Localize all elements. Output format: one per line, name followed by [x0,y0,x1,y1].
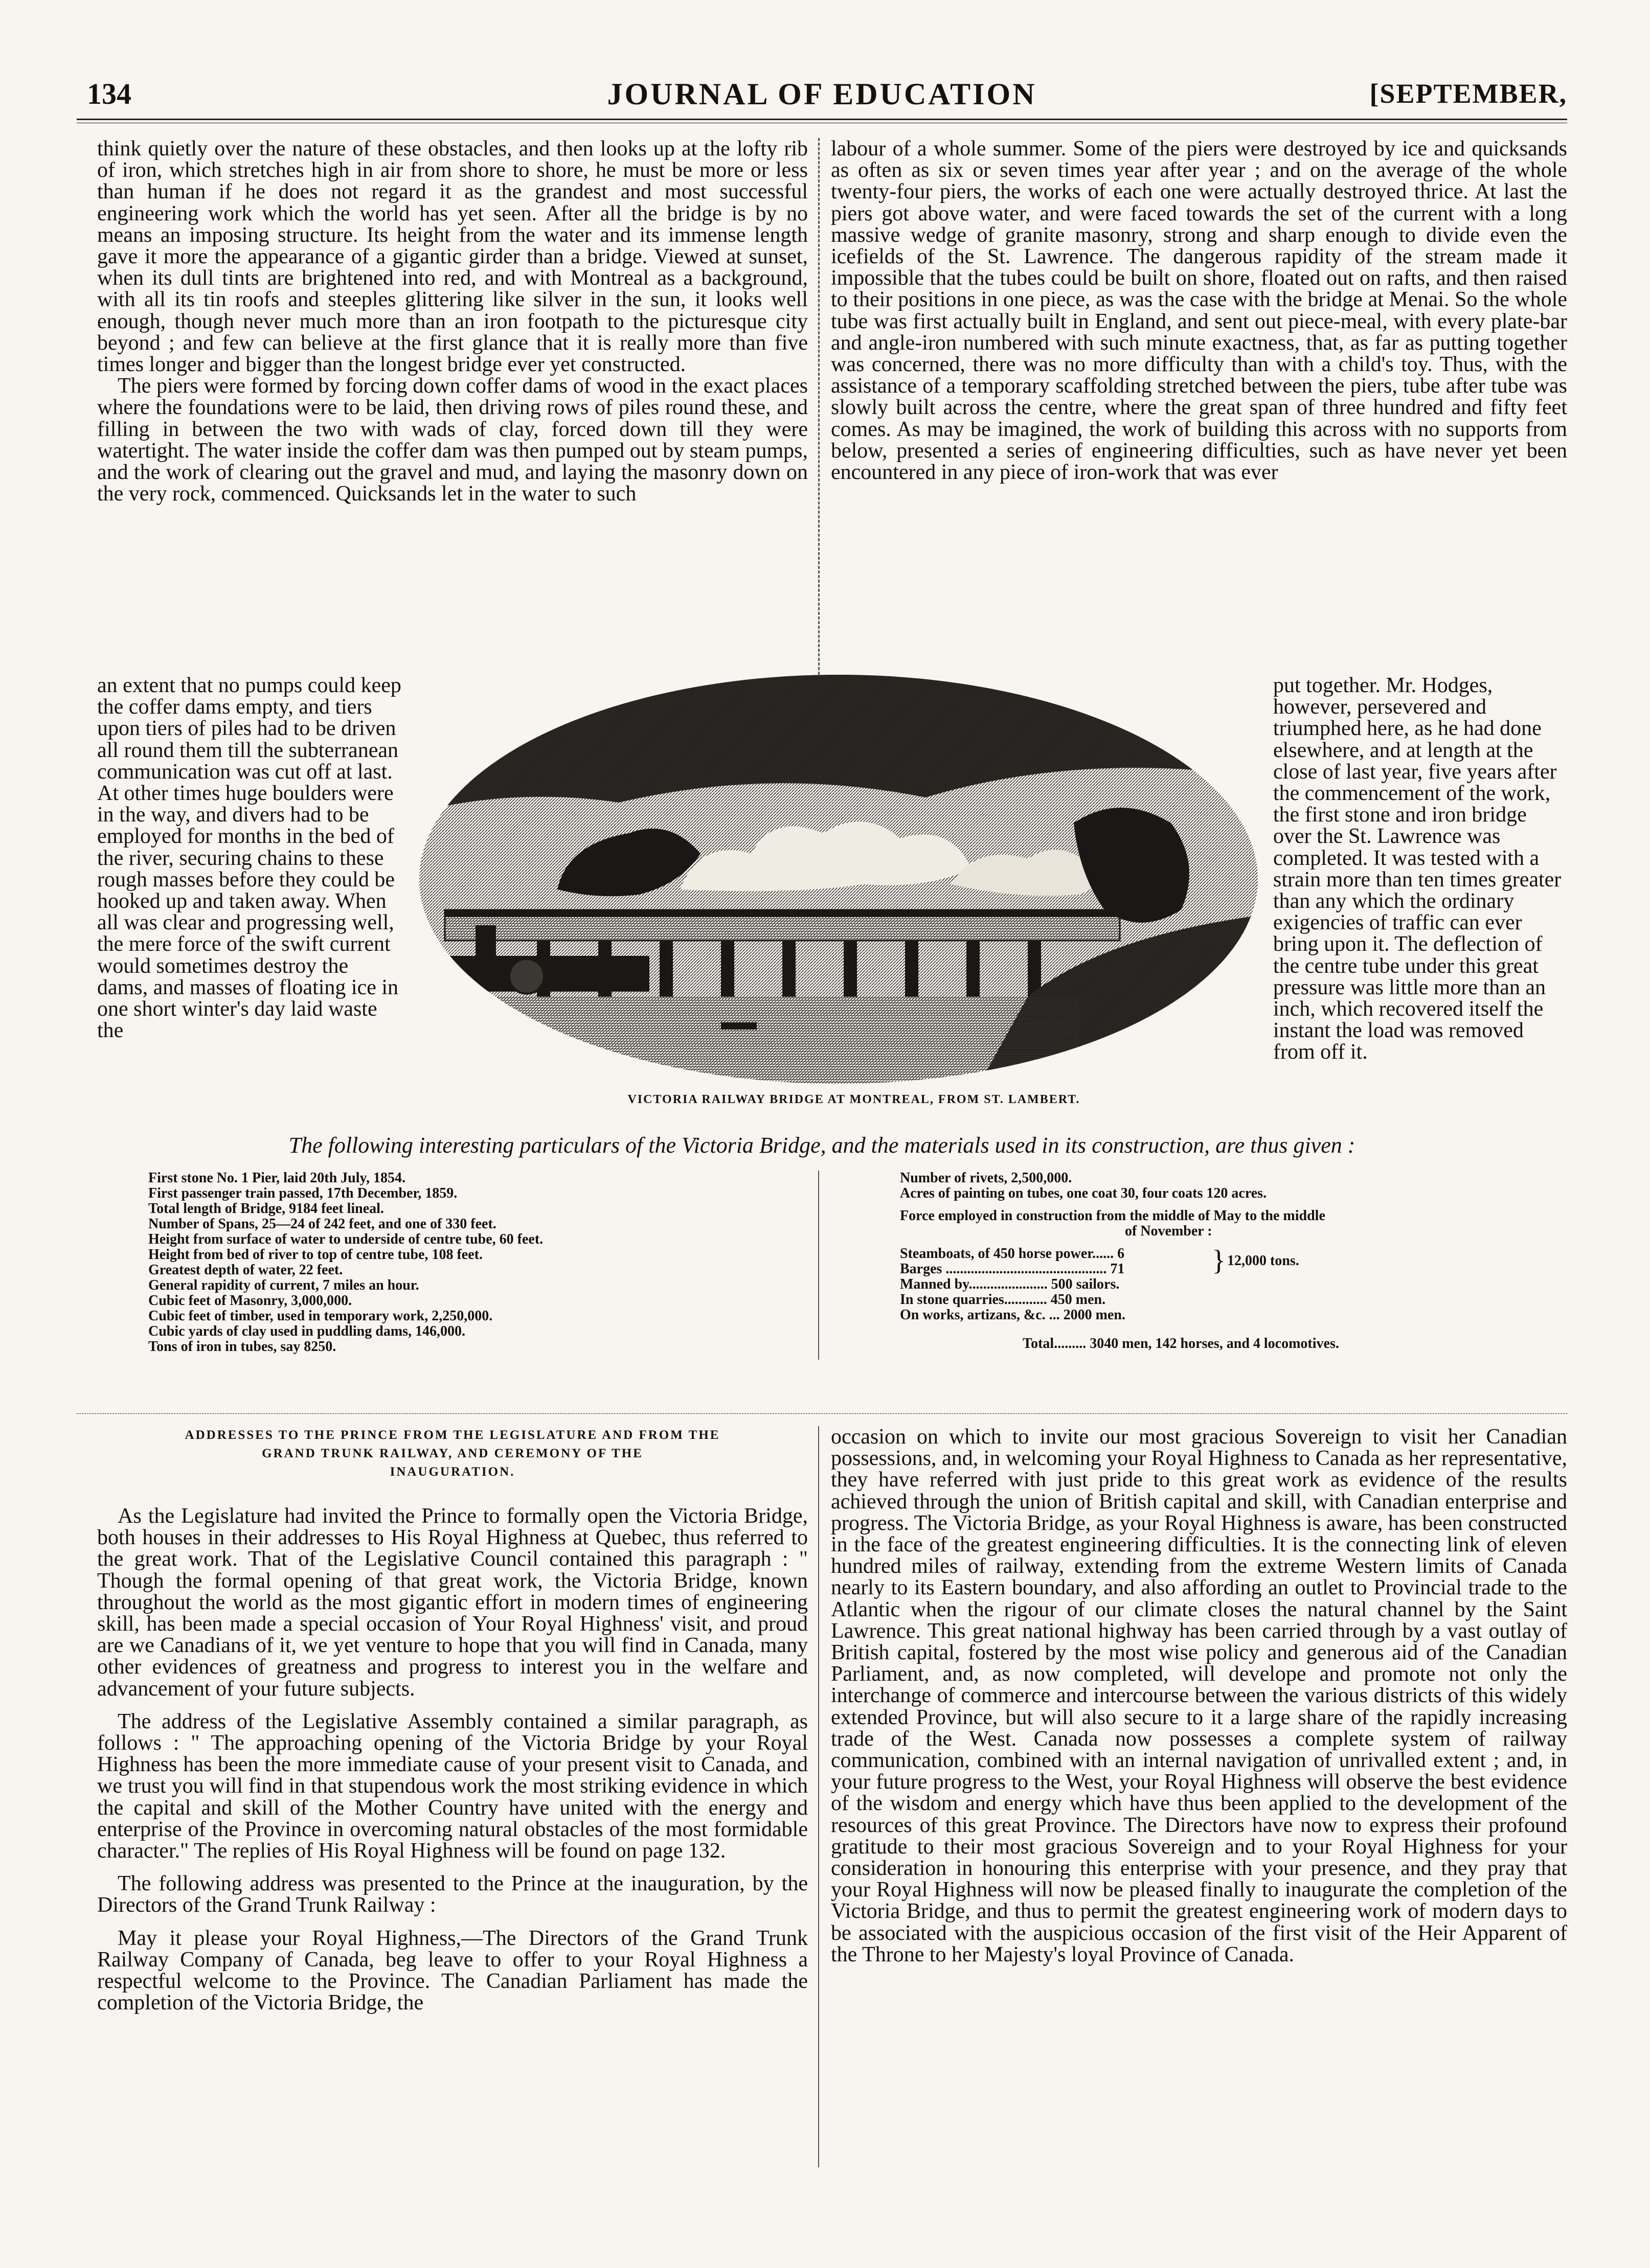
top-right-wrap-column [1273,675,1567,1104]
engraving-caption: VICTORIA RAILWAY BRIDGE AT MONTREAL, FROM ST. LAMBERT. [627,1093,1080,1106]
list-item: First stone No. 1 Pier, laid 20th July, 1854. [148,1170,405,1186]
page-number: 134 [87,77,131,110]
column-divider [818,138,820,675]
paragraph: May it please your Royal Highness,—The Directors of the Grand Trunk Railway Company of Canada, beg leave to offer to your Royal Highness a respectful welcome to the Province. The Canadian Parliament has made the completion of the Victoria Bridge, the [97,1926,808,2015]
list-item: Cubic feet of timber, used in temporary work, 2,250,000. [148,1308,493,1324]
paragraph: put together. Mr. Hodges, however, persevered and triumphed here, as he had done elsewhere, and at length at the close of last year, five years after the commencement of the work, the first stone and iron bridge over the St. Lawrence was completed. It was tested with a strain more than ten times greater than any which the ordinary exigencies of traffic can ever bring upon it. The deflection of the centre tube under this great pressure was little more than an inch, which recovered itself the instant the load was removed from off it. [1273,675,1562,1064]
list-item: Barges ............................................. 71 [900,1261,1125,1277]
section-title: ADDRESSES TO THE PRINCE FROM THE LEGISLATURE AND FROM THE GRAND TRUNK RAILWAY, AND CEREMONY OF THE INAUGURATION. [185,1428,720,1479]
top-right-column [831,138,1567,675]
paragraph: think quietly over the nature of these obstacles, and then looks up at the lofty rib of iron, which stretches high in air from shore to shore, he must be more or less than human if he does not regard it as the grandest and most successful engineering work which the world has yet seen. After all the bridge is by no means an imposing structure. Its height from the water and its immense length gave it more the appearance of a gigantic girder than a bridge. Viewed at sunset, when its dull tints are brightened into red, and with Montreal as a background, with all its tin roofs and steeples glittering like silver in the sun, it looks well enough, though never much more than an iron footpath to the picturesque city beyond ; and few can believe at the first glance that it is really more than five times longer and bigger than the longest bridge ever yet constructed. [97,138,808,377]
force-heading: of November : [1125,1223,1212,1239]
bottom-right-column [831,1426,1567,2167]
list-item: Height from surface of water to underside of centre tube, 60 feet. [148,1231,544,1247]
list-item: First passenger train passed, 17th December, 1859. [148,1185,458,1201]
list-item: Acres of painting on tubes, one coat 30, four coats 120 acres. [900,1185,1267,1201]
vessels-group [900,1246,1565,1277]
list-item: Number of rivets, 2,500,000. [900,1170,1072,1186]
list-item: Tons of iron in tubes, say 8250. [148,1339,336,1355]
list-item: Height from bed of river to top of centre tube, 108 feet. [148,1247,483,1263]
journal-page [77,72,1567,2218]
bottom-left-column [97,1505,808,2165]
list-item: On works, artizans, &c. ... 2000 men. [900,1307,1125,1323]
particulars-intro: The following interesting particulars of the Victoria Bridge, and the materials used in its construction, are thus given : [288,1133,1355,1158]
top-left-column [97,138,808,675]
section-rule [77,1413,1567,1414]
list-item: General rapidity of current, 7 miles an hour. [148,1277,419,1293]
paragraph: The piers were formed by forcing down coffer dams of wood in the exact places where the foundations were to be laid, then driving rows of piles round these, and filling in between the two with wads of clay, forced down till they were watertight. The water inside the coffer dam was then pumped out by steam pumps, and the work of clearing out the gravel and mud, and laying the masonry down on the very rock, commenced. Quicksands let in the water to such [97,374,808,506]
bridge-engraving [414,670,1263,1089]
list-item: Cubic feet of Masonry, 3,000,000. [148,1293,352,1309]
engraving-image [414,670,1263,1089]
brace-glyph: } [1212,1245,1226,1276]
list-item: Steamboats, of 450 horse power...... 6 [900,1246,1125,1262]
paragraph: The following address was presented to the Prince at the inauguration, by the Directors of the Grand Trunk Railway : [97,1872,808,1917]
total-line: Total......... 3040 men, 142 horses, and 4 locomotives. [1023,1336,1339,1351]
list-item: Greatest depth of water, 22 feet. [148,1262,343,1278]
force-heading: Force employed in construction from the middle of May to the middle [900,1208,1325,1224]
tons-value: 12,000 tons. [1227,1253,1299,1269]
column-divider [818,1426,819,2167]
particulars-right-list [900,1171,1565,1351]
paragraph: occasion on which to invite our most gracious Sovereign to visit her Canadian possessions, and, in welcoming your Royal Highness to Canada as her representative, they have referred with just pride to this great work as evidence of the results achieved through the union of British capital and skill, with Canadian enterprise and progress. The Victoria Bridge, as your Royal Highness is aware, has been constructed in the face of the greatest engineering difficulties. It is the connecting link of eleven hundred miles of railway, extending from the extreme Western limits of Canada nearly to its Eastern boundary, and also affording an outlet to Provincial trade to the Atlantic when the rigour of our climate closes the natural channel by the Saint Lawrence. This great national highway has been carried through by a vast outlay of British capital, fostered by the most wise policy and generous aid of the Canadian Parliament, and, as now completed, will develope and promote not only the interchange of commerce and intercourse between the various districts of this widely extended Province, but will also secure to it a large share of the rapidly increasing trade of the West. Canada now possesses a complete system of railway communication, combined with an internal navigation of unrivalled extent ; and, in your future progress to the West, your Royal Highness will observe the best evidence of the wisdom and energy which have thus been applied to the development of the resources of this great Province. The Directors have now to express their profound gratitude to their most gracious Sovereign and to your Royal Highness for your consideration in honouring this enterprise with your presence, and they pray that your Royal Highness will now be pleased finally to inaugurate the completion of the Victoria Bridge, and thus to permit the greatest engineering work of modern days to be associated with the auspicious occasion of the first visit of the Heir Apparent of the Throne to her Majesty's loyal Province of Canada. [831,1426,1567,1966]
paragraph: an extent that no pumps could keep the coffer dams empty, and tiers upon tiers of piles had to be driven all round them till the subterranean communication was cut off at last. At other times huge boulders were in the way, and divers had to be employed for months in the bed of the river, securing chains to these rough masses before they could be hooked up and taken away. When all was clear and progressing well, the mere force of the swift current would sometimes destroy the dams, and masses of floating ice in one short winter's day laid waste the [97,675,401,1043]
journal-title: JOURNAL OF EDUCATION [607,77,1037,111]
issue-month: [SEPTEMBER, [1369,78,1567,109]
page-header [77,72,1567,118]
list-item: In stone quarries............ 450 men. [900,1292,1106,1308]
list-item: Total length of Bridge, 9184 feet lineal. [148,1201,384,1217]
list-item: Manned by...................... 500 sailors. [900,1276,1120,1292]
paragraph: labour of a whole summer. Some of the piers were destroyed by ice and quicksands as often as six or seven times year after year ; and on the average of the whole twenty-four piers, the works of each one were actually destroyed thrice. At last the piers got above water, and were faced towards the set of the current with a long massive wedge of granite masonry, strong and sharp enough to divide even the icefields of the St. Lawrence. The dangerous rapidity of the stream made it impossible that the tubes could be built on shore, floated out on rafts, and then raised to their positions in one piece, as was the case with the bridge at Menai. So the whole tube was first actually built in England, and sent out piece-meal, with every plate-bar and angle-iron numbered with such minute exactness, that, as far as putting together was concerned, there was no more difficulty than with a child's toy. Thus, with the assistance of a temporary scaffolding stretched between the piers, tube after tube was slowly built across the centre, where the great span of three hundred and fifty feet comes. As may be imagined, the work of building this across with no supports from below, presented a series of engineering difficulties, such as have never yet been encountered in any piece of iron-work that was ever [831,138,1567,485]
particulars-divider [818,1171,819,1360]
paragraph: As the Legislature had invited the Prince to formally open the Victoria Bridge, both houses in their addresses to His Royal Highness at Quebec, thus referred to the great work. That of the Legislative Council contained this paragraph : " Though the formal opening of that great work, the Victoria Bridge, known throughout the world as the most gigantic effort in modern times of engineering skill, has been made a special occasion of Your Royal Highness' visit, and proud are we Canadians of it, we yet venture to hope that you will find in Canada, many other evidences of greatness and progress to interest you in the welfare and advancement of your future subjects. [97,1505,808,1701]
particulars-left-list [148,1171,813,1355]
list-item: Number of Spans, 25—24 of 242 feet, and one of 330 feet. [148,1216,496,1232]
paragraph: The address of the Legislative Assembly contained a similar paragraph, as follows : " The approaching opening of the Victoria Bridge by your Royal Highness has been the more immediate cause of your present visit to Canada, and we trust you will find in that stupendous work the most striking evidence in which the capital and skill of the Mother Country have united with the energy and enterprise of the Province in overcoming natural obstacles of the most formidable character." The replies of His Royal Highness will be found on page 132. [97,1709,808,1863]
header-rule [77,119,1567,120]
list-item: Cubic yards of clay used in puddling dams, 146,000. [148,1323,466,1339]
top-left-wrap-column [97,675,404,1104]
